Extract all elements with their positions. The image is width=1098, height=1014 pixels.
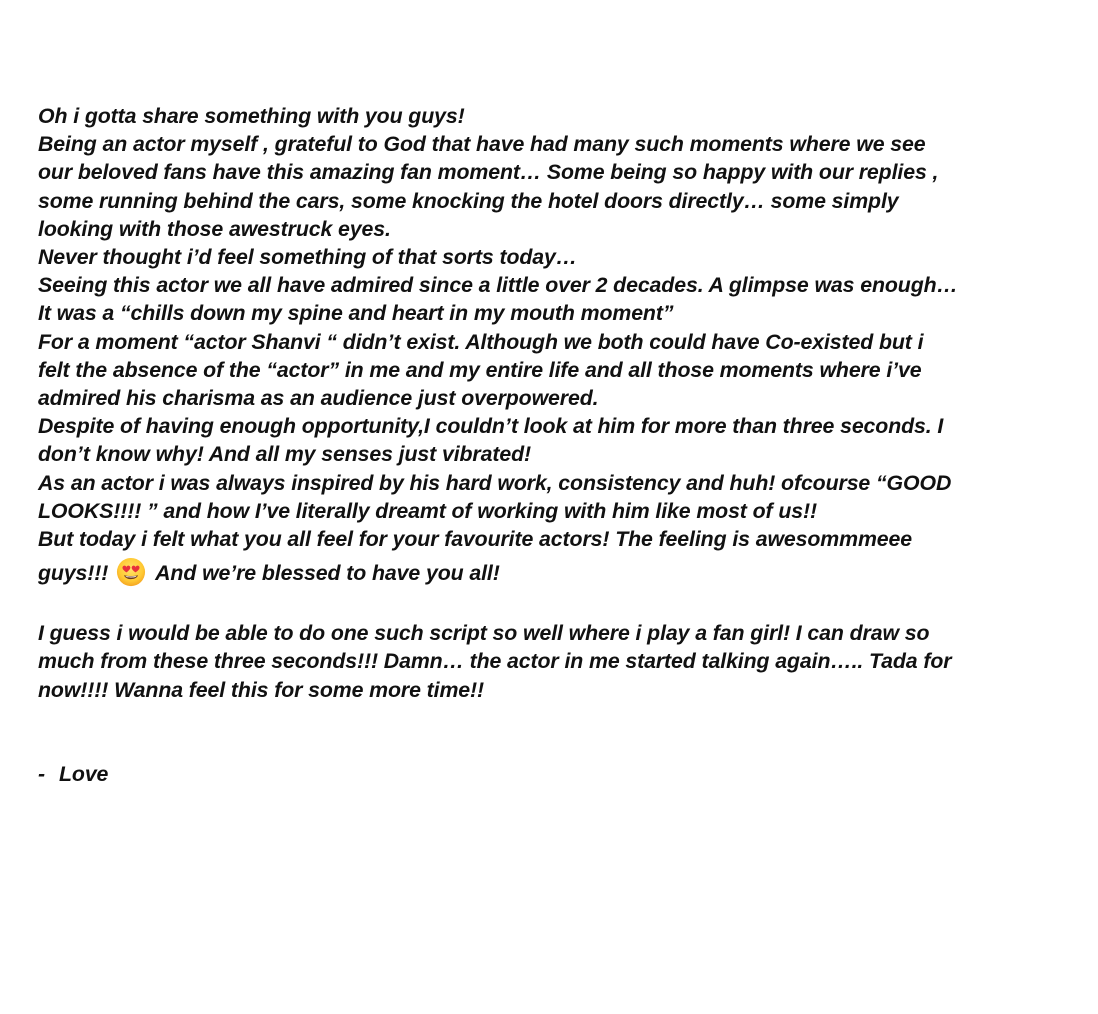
- text-line: Being an actor myself , grateful to God that have had many such moments where we see: [38, 132, 926, 157]
- paragraph-2: [38, 619, 1088, 704]
- text-line: admired his charisma as an audience just overpowered.: [38, 386, 599, 411]
- text-line: Never thought i’d feel something of that sorts today…: [38, 245, 577, 270]
- text-line: For a moment “actor Shanvi “ didn’t exist. Although we both could have Co-existed but i: [38, 329, 924, 354]
- text-line: much from these three seconds!!! Damn… the actor in me started talking again….. Tada for: [38, 649, 952, 674]
- text-line: But today i felt what you all feel for your favourite actors! The feeling is awesommmeee: [38, 527, 913, 552]
- text-line: LOOKS!!!! ” and how I’ve literally dreamt of working with him like most of us!!: [38, 498, 817, 523]
- text-line: felt the absence of the “actor” in me and my entire life and all those moments where i’ve: [38, 357, 922, 382]
- signoff: [38, 760, 1088, 788]
- text-line: I guess i would be able to do one such script so well where i play a fan girl! I can draw so: [38, 621, 930, 646]
- note-body: [38, 102, 1088, 788]
- signoff-text: Love: [59, 761, 109, 786]
- text-line: our beloved fans have this amazing fan moment… Some being so happy with our replies ,: [38, 160, 939, 185]
- emoji-text-line: [38, 553, 500, 593]
- heart-eyes-emoji-icon: [116, 557, 146, 587]
- text-line: As an actor i was always inspired by his hard work, consistency and huh! ofcourse “GOOD: [38, 470, 952, 495]
- text-line: don’t know why! And all my senses just vibrated!: [38, 442, 531, 467]
- text-line: It was a “chills down my spine and heart in my mouth moment”: [38, 301, 674, 326]
- text-line: Seeing this actor we all have admired since a little over 2 decades. A glimpse was enough…: [38, 273, 958, 298]
- paragraph-1: [38, 102, 1088, 593]
- text-line: Oh i gotta share something with you guys!: [38, 104, 465, 128]
- text-line: Despite of having enough opportunity,I couldn’t look at him for more than three seconds. I: [38, 414, 944, 439]
- text-line: looking with those awestruck eyes.: [38, 216, 391, 241]
- signoff-dash: -: [38, 761, 45, 786]
- emoji-line-before: guys!!!: [38, 561, 109, 586]
- emoji-line-after: And we’re blessed to have you all!: [155, 561, 500, 586]
- text-line: some running behind the cars, some knocking the hotel doors directly… some simply: [38, 188, 899, 213]
- text-line: now!!!! Wanna feel this for some more time!!: [38, 677, 485, 702]
- paragraph-gap: [38, 593, 1088, 619]
